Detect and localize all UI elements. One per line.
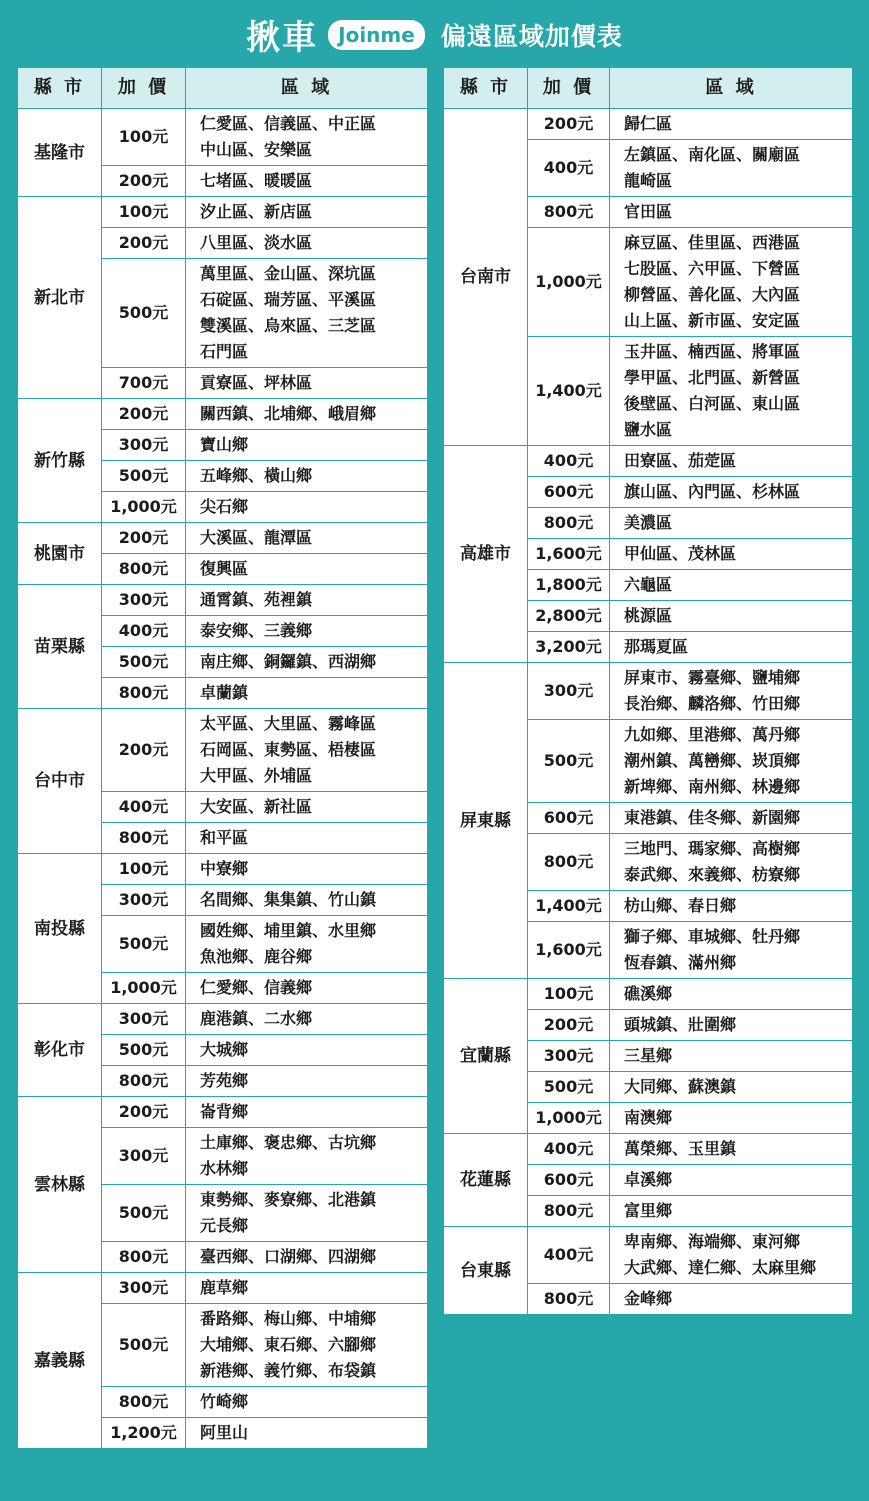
surcharge-price: 1,600元 — [528, 539, 610, 570]
area-line: 龍崎區 — [624, 171, 673, 190]
area-list — [186, 585, 428, 616]
title-row — [246, 10, 623, 59]
area-list — [186, 1273, 428, 1304]
area-list — [186, 430, 428, 461]
area-line: 長治鄉、麟洛鄉、竹田鄉 — [624, 694, 801, 713]
area-list — [186, 166, 428, 197]
area-line: 土庫鄉、褒忠鄉、古坑鄉 — [200, 1133, 377, 1152]
area-line: 卑南鄉、海端鄉、東河鄉 — [624, 1232, 801, 1251]
table-row — [444, 109, 853, 140]
surcharge-price: 400元 — [528, 1227, 610, 1284]
table-row — [18, 854, 428, 885]
surcharge-price: 200元 — [528, 109, 610, 140]
area-line: 三地門、瑪家鄉、高樹鄉 — [624, 839, 801, 858]
area-line: 屏東市、霧臺鄉、鹽埔鄉 — [624, 668, 801, 687]
surcharge-price: 800元 — [528, 1196, 610, 1227]
area-line: 魚池鄉、鹿谷鄉 — [200, 947, 313, 966]
area-line: 貢寮區、坪林區 — [200, 373, 313, 392]
header-price: 加 價 — [102, 68, 186, 109]
surcharge-price: 3,200元 — [528, 632, 610, 663]
surcharge-price: 600元 — [528, 1165, 610, 1196]
area-list — [610, 834, 853, 891]
surcharge-price: 1,000元 — [528, 1103, 610, 1134]
surcharge-price: 500元 — [102, 1035, 186, 1066]
surcharge-price: 800元 — [102, 1387, 186, 1418]
area-list — [186, 1004, 428, 1035]
surcharge-price: 400元 — [528, 1134, 610, 1165]
area-line: 新港鄉、義竹鄉、布袋鎮 — [200, 1361, 377, 1380]
area-line: 麻豆區、佳里區、西港區 — [624, 233, 801, 252]
area-line: 那瑪夏區 — [624, 637, 689, 656]
area-list — [610, 1134, 853, 1165]
surcharge-price: 1,000元 — [102, 973, 186, 1004]
table-row — [18, 197, 428, 228]
area-list — [610, 508, 853, 539]
area-list — [610, 539, 853, 570]
area-list — [186, 368, 428, 399]
area-list — [610, 1284, 853, 1315]
area-line: 鹿港鎮、二水鄉 — [200, 1009, 313, 1028]
area-line: 中山區、安樂區 — [200, 140, 313, 159]
surcharge-price: 800元 — [528, 834, 610, 891]
surcharge-price: 200元 — [102, 1097, 186, 1128]
surcharge-price: 800元 — [102, 1066, 186, 1097]
area-line: 大溪區、龍潭區 — [200, 528, 313, 547]
area-list — [186, 973, 428, 1004]
area-list — [186, 678, 428, 709]
surcharge-price: 300元 — [102, 585, 186, 616]
county-name: 嘉義縣 — [18, 1273, 102, 1449]
header-area: 區 域 — [610, 68, 853, 109]
area-list — [186, 1035, 428, 1066]
area-line: 九如鄉、里港鄉、萬丹鄉 — [624, 725, 801, 744]
surcharge-price: 300元 — [102, 1128, 186, 1185]
area-line: 頭城鎮、壯圍鄉 — [624, 1015, 737, 1034]
surcharge-price: 200元 — [102, 709, 186, 792]
area-list — [186, 885, 428, 916]
surcharge-price: 800元 — [528, 1284, 610, 1315]
surcharge-price: 1,600元 — [528, 922, 610, 979]
area-line: 芳苑鄉 — [200, 1071, 249, 1090]
county-name: 新北市 — [18, 197, 102, 399]
area-list — [186, 616, 428, 647]
area-list — [610, 228, 853, 337]
area-line: 石碇區、瑞芳區、平溪區 — [200, 290, 377, 309]
area-line: 六龜區 — [624, 575, 673, 594]
area-line: 石岡區、東勢區、梧棲區 — [200, 740, 377, 759]
county-name: 新竹縣 — [18, 399, 102, 523]
area-list — [186, 461, 428, 492]
area-line: 汐止區、新店區 — [200, 202, 313, 221]
area-list — [186, 1387, 428, 1418]
county-name: 花蓮縣 — [444, 1134, 528, 1227]
area-list — [186, 554, 428, 585]
county-name: 台中市 — [18, 709, 102, 854]
area-line: 臺西鄉、口湖鄉、四湖鄉 — [200, 1247, 377, 1266]
area-line: 七堵區、暖暖區 — [200, 171, 313, 190]
area-list — [610, 1196, 853, 1227]
county-name: 台南市 — [444, 109, 528, 446]
surcharge-price: 1,400元 — [528, 337, 610, 446]
surcharge-price: 500元 — [102, 259, 186, 368]
area-list — [610, 922, 853, 979]
surcharge-price: 700元 — [102, 368, 186, 399]
surcharge-price: 500元 — [102, 461, 186, 492]
area-line: 萬里區、金山區、深坑區 — [200, 264, 377, 283]
table-row — [444, 1227, 853, 1284]
area-line: 礁溪鄉 — [624, 984, 673, 1003]
area-line: 泰安鄉、三義鄉 — [200, 621, 313, 640]
surcharge-price: 500元 — [528, 720, 610, 803]
area-line: 竹崎鄉 — [200, 1392, 249, 1411]
area-line: 富里鄉 — [624, 1201, 673, 1220]
area-list — [186, 1185, 428, 1242]
area-line: 萬榮鄉、玉里鎮 — [624, 1139, 737, 1158]
area-list — [610, 1072, 853, 1103]
area-list — [610, 979, 853, 1010]
county-name: 屏東縣 — [444, 663, 528, 979]
area-line: 旗山區、內門區、杉林區 — [624, 482, 801, 501]
surcharge-price: 100元 — [528, 979, 610, 1010]
area-list — [186, 109, 428, 166]
surcharge-table-right — [443, 67, 853, 1315]
area-line: 鹽水區 — [624, 420, 673, 439]
area-line: 雙溪區、烏來區、三芝區 — [200, 316, 377, 335]
area-line: 大城鄉 — [200, 1040, 249, 1059]
area-line: 復興區 — [200, 559, 249, 578]
area-line: 卓溪鄉 — [624, 1170, 673, 1189]
area-list — [186, 823, 428, 854]
table-row — [18, 585, 428, 616]
joinme-logo: Joinme — [328, 20, 425, 50]
area-line: 三星鄉 — [624, 1046, 673, 1065]
table-row — [18, 1273, 428, 1304]
area-line: 金峰鄉 — [624, 1289, 673, 1308]
surcharge-price: 300元 — [102, 430, 186, 461]
surcharge-price: 200元 — [102, 166, 186, 197]
surcharge-price: 300元 — [528, 1041, 610, 1072]
area-list — [186, 1128, 428, 1185]
surcharge-price: 800元 — [528, 197, 610, 228]
surcharge-table-left — [17, 67, 428, 1449]
area-line: 通霄鎮、苑裡鎮 — [200, 590, 313, 609]
area-line: 七股區、六甲區、下營區 — [624, 259, 801, 278]
area-list — [610, 663, 853, 720]
table-row — [18, 523, 428, 554]
area-list — [610, 803, 853, 834]
table-row — [444, 1134, 853, 1165]
brand-name: 揪車 — [246, 18, 319, 58]
area-list — [186, 197, 428, 228]
county-name: 宜蘭縣 — [444, 979, 528, 1134]
surcharge-price: 200元 — [102, 228, 186, 259]
area-list — [186, 1097, 428, 1128]
table-row — [18, 109, 428, 166]
surcharge-price: 200元 — [528, 1010, 610, 1041]
area-line: 五峰鄉、橫山鄉 — [200, 466, 313, 485]
area-list — [186, 854, 428, 885]
area-list — [186, 792, 428, 823]
area-line: 柳營區、善化區、大內區 — [624, 285, 801, 304]
area-line: 南澳鄉 — [624, 1108, 673, 1127]
area-line: 田寮區、茄萣區 — [624, 451, 737, 470]
area-line: 新埤鄉、南州鄉、林邊鄉 — [624, 777, 801, 796]
county-name: 基隆市 — [18, 109, 102, 197]
area-list — [610, 1041, 853, 1072]
table-row — [444, 663, 853, 720]
area-list — [610, 477, 853, 508]
area-list — [186, 1242, 428, 1273]
surcharge-price: 200元 — [102, 523, 186, 554]
area-line: 寶山鄉 — [200, 435, 249, 454]
surcharge-price: 1,000元 — [102, 492, 186, 523]
area-line: 後壁區、白河區、東山區 — [624, 394, 801, 413]
county-name: 苗栗縣 — [18, 585, 102, 709]
area-list — [610, 1103, 853, 1134]
surcharge-price: 800元 — [102, 678, 186, 709]
area-line: 東勢鄉、麥寮鄉、北港鎮 — [200, 1190, 377, 1209]
area-line: 卓蘭鎮 — [200, 683, 249, 702]
surcharge-price: 1,000元 — [528, 228, 610, 337]
header-area: 區 域 — [186, 68, 428, 109]
surcharge-price: 600元 — [528, 477, 610, 508]
header-price: 加 價 — [528, 68, 610, 109]
area-list — [610, 720, 853, 803]
table-row — [18, 399, 428, 430]
area-line: 潮州鎮、萬巒鄉、崁頂鄉 — [624, 751, 801, 770]
area-list — [186, 399, 428, 430]
surcharge-price: 300元 — [102, 885, 186, 916]
page-header — [0, 0, 869, 66]
area-line: 美濃區 — [624, 513, 673, 532]
area-list — [186, 1066, 428, 1097]
table-row — [18, 1004, 428, 1035]
area-line: 崙背鄉 — [200, 1102, 249, 1121]
area-line: 獅子鄉、車城鄉、牡丹鄉 — [624, 927, 801, 946]
area-line: 番路鄉、梅山鄉、中埔鄉 — [200, 1309, 377, 1328]
area-list — [610, 570, 853, 601]
surcharge-price: 100元 — [102, 854, 186, 885]
surcharge-price: 300元 — [102, 1004, 186, 1035]
surcharge-price: 400元 — [102, 792, 186, 823]
area-line: 玉井區、楠西區、將軍區 — [624, 342, 801, 361]
table-header-row — [18, 68, 428, 109]
table-row — [444, 979, 853, 1010]
area-list — [610, 109, 853, 140]
county-name: 高雄市 — [444, 446, 528, 663]
area-line: 中寮鄉 — [200, 859, 249, 878]
surcharge-price: 400元 — [102, 616, 186, 647]
area-list — [186, 523, 428, 554]
table-header-row — [444, 68, 853, 109]
area-list — [610, 601, 853, 632]
surcharge-price: 1,200元 — [102, 1418, 186, 1449]
area-line: 官田區 — [624, 202, 673, 221]
area-line: 仁愛鄉、信義鄉 — [200, 978, 313, 997]
area-list — [610, 1010, 853, 1041]
area-list — [610, 1165, 853, 1196]
area-list — [610, 891, 853, 922]
area-line: 八里區、淡水區 — [200, 233, 313, 252]
area-list — [186, 647, 428, 678]
area-list — [186, 916, 428, 973]
header-county: 縣 市 — [18, 68, 102, 109]
area-list — [186, 1304, 428, 1387]
area-line: 桃源區 — [624, 606, 673, 625]
area-list — [610, 446, 853, 477]
surcharge-price: 300元 — [102, 1273, 186, 1304]
surcharge-price: 200元 — [102, 399, 186, 430]
page-title: 偏遠區域加價表 — [440, 21, 623, 51]
area-line: 東港鎮、佳冬鄉、新園鄉 — [624, 808, 801, 827]
county-name: 雲林縣 — [18, 1097, 102, 1273]
area-line: 大武鄉、達仁鄉、太麻里鄉 — [624, 1258, 817, 1277]
surcharge-price: 500元 — [102, 1304, 186, 1387]
area-line: 鹿草鄉 — [200, 1278, 249, 1297]
surcharge-price: 600元 — [528, 803, 610, 834]
area-line: 大同鄉、蘇澳鎮 — [624, 1077, 737, 1096]
area-list — [610, 140, 853, 197]
surcharge-price: 300元 — [528, 663, 610, 720]
area-line: 和平區 — [200, 828, 249, 847]
surcharge-price: 800元 — [528, 508, 610, 539]
surcharge-price: 500元 — [102, 647, 186, 678]
area-line: 元長鄉 — [200, 1216, 249, 1235]
surcharge-price: 1,400元 — [528, 891, 610, 922]
area-list — [186, 709, 428, 792]
area-line: 仁愛區、信義區、中正區 — [200, 114, 377, 133]
table-row — [18, 1097, 428, 1128]
surcharge-price: 400元 — [528, 140, 610, 197]
county-name: 台東縣 — [444, 1227, 528, 1315]
surcharge-price: 500元 — [102, 1185, 186, 1242]
area-line: 尖石鄉 — [200, 497, 249, 516]
county-name: 桃園市 — [18, 523, 102, 585]
area-line: 學甲區、北門區、新營區 — [624, 368, 801, 387]
area-line: 太平區、大里區、霧峰區 — [200, 714, 377, 733]
area-list — [610, 1227, 853, 1284]
county-name: 彰化市 — [18, 1004, 102, 1097]
area-line: 甲仙區、茂林區 — [624, 544, 737, 563]
surcharge-price: 1,800元 — [528, 570, 610, 601]
area-line: 恆春鎮、滿州鄉 — [624, 953, 737, 972]
area-list — [186, 1418, 428, 1449]
area-list — [186, 259, 428, 368]
header-county: 縣 市 — [444, 68, 528, 109]
table-row — [18, 709, 428, 792]
area-line: 左鎮區、南化區、關廟區 — [624, 145, 801, 164]
county-name: 南投縣 — [18, 854, 102, 1004]
surcharge-price: 2,800元 — [528, 601, 610, 632]
area-line: 南庄鄉、銅鑼鎮、西湖鄉 — [200, 652, 377, 671]
area-line: 大安區、新社區 — [200, 797, 313, 816]
area-line: 歸仁區 — [624, 114, 673, 133]
area-line: 大甲區、外埔區 — [200, 766, 313, 785]
area-list — [186, 492, 428, 523]
surcharge-price: 800元 — [102, 554, 186, 585]
area-line: 山上區、新市區、安定區 — [624, 311, 801, 330]
area-line: 名間鄉、集集鎮、竹山鎮 — [200, 890, 377, 909]
table-row — [444, 446, 853, 477]
area-line: 阿里山 — [200, 1423, 249, 1442]
area-list — [610, 337, 853, 446]
area-line: 關西鎮、北埔鄉、峨眉鄉 — [200, 404, 377, 423]
area-line: 石門區 — [200, 342, 249, 361]
surcharge-price: 100元 — [102, 109, 186, 166]
surcharge-price: 400元 — [528, 446, 610, 477]
surcharge-price: 800元 — [102, 823, 186, 854]
area-list — [610, 632, 853, 663]
area-line: 枋山鄉、春日鄉 — [624, 896, 737, 915]
area-line: 泰武鄉、來義鄉、枋寮鄉 — [624, 865, 801, 884]
area-list — [186, 228, 428, 259]
area-list — [610, 197, 853, 228]
surcharge-price: 100元 — [102, 197, 186, 228]
area-line: 國姓鄉、埔里鎮、水里鄉 — [200, 921, 377, 940]
area-line: 大埔鄉、東石鄉、六腳鄉 — [200, 1335, 377, 1354]
surcharge-price: 500元 — [102, 916, 186, 973]
surcharge-price: 500元 — [528, 1072, 610, 1103]
area-line: 水林鄉 — [200, 1159, 249, 1178]
surcharge-price: 800元 — [102, 1242, 186, 1273]
